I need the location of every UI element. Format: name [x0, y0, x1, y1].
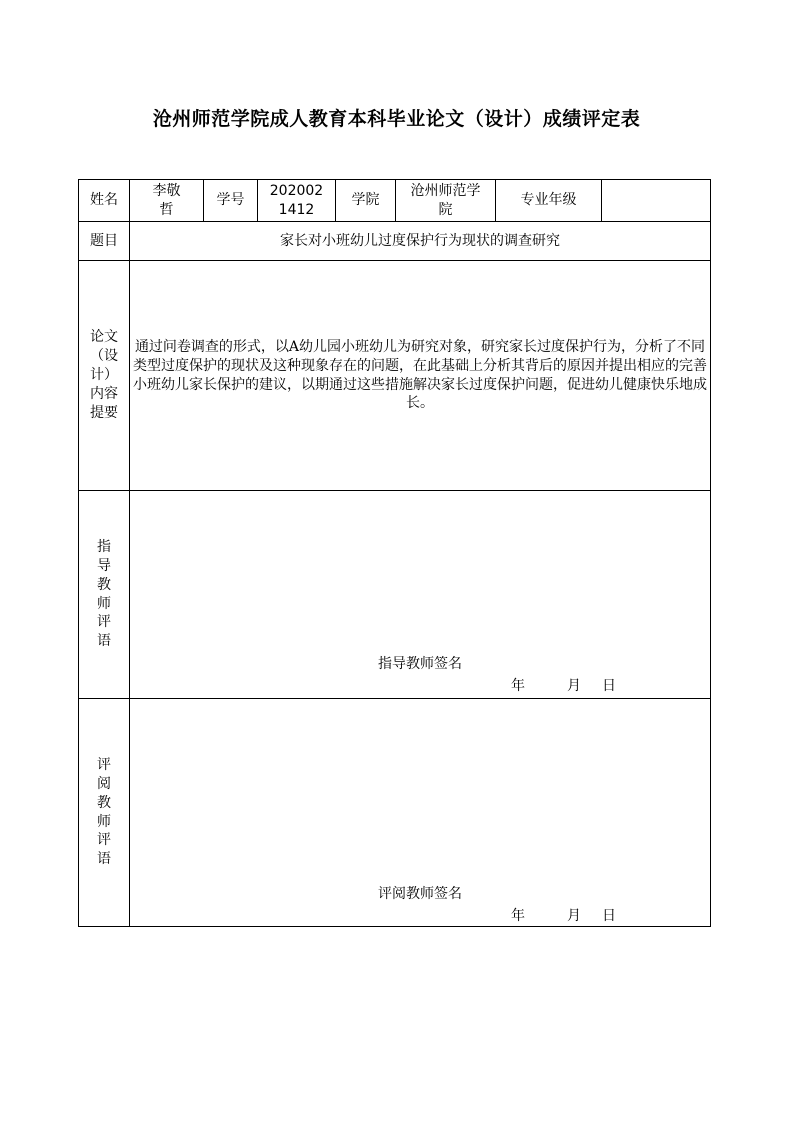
abstract-label-line: 计）	[90, 367, 118, 384]
name-value	[130, 180, 204, 222]
advisor-label-char: 语	[97, 633, 111, 650]
college-label: 学院	[336, 180, 396, 222]
advisor-comment-label	[79, 491, 130, 699]
advisor-label-char: 导	[97, 557, 111, 574]
topic-label: 题目	[79, 222, 130, 261]
abstract-label-line: 内容	[90, 385, 118, 402]
reviewer-label-char: 师	[97, 813, 111, 830]
reviewer-label-char: 语	[97, 851, 111, 868]
topic-row	[79, 222, 711, 261]
reviewer-year-label: 年	[511, 908, 525, 924]
reviewer-label-char: 阅	[97, 775, 111, 792]
abstract-label-line: 提要	[90, 404, 118, 421]
reviewer-day-label: 日	[602, 908, 616, 924]
reviewer-comment-row	[79, 699, 711, 927]
advisor-comment-area[interactable]	[130, 491, 711, 699]
abstract-label-line: （设	[90, 348, 118, 365]
student-id-line1: 202002	[269, 182, 324, 199]
reviewer-label-char: 评	[97, 832, 111, 849]
major-label: 专业年级	[496, 180, 602, 222]
abstract-label	[79, 261, 130, 491]
college-text: 沧州师范学院	[410, 182, 481, 218]
advisor-signature-label: 指导教师签名	[378, 656, 462, 672]
reviewer-date	[490, 907, 616, 926]
info-row	[79, 180, 711, 222]
abstract-label-line: 论文	[90, 329, 118, 346]
student-id-line2: 1412	[278, 201, 315, 218]
advisor-label-char: 指	[97, 538, 111, 555]
reviewer-comment-area[interactable]	[130, 699, 711, 927]
advisor-date	[490, 677, 616, 696]
reviewer-comment-label	[79, 699, 130, 927]
abstract-row	[79, 261, 711, 491]
reviewer-label-char: 评	[97, 756, 111, 773]
advisor-day-label: 日	[602, 678, 616, 694]
student-id-value	[258, 180, 336, 222]
name-label: 姓名	[79, 180, 130, 222]
college-value	[396, 180, 496, 222]
page-title: 沧州师范学院成人教育本科毕业论文（设计）成绩评定表	[152, 108, 641, 130]
major-value[interactable]	[602, 180, 711, 222]
topic-value: 家长对小班幼儿过度保护行为现状的调查研究	[130, 222, 711, 261]
student-id-label: 学号	[204, 180, 258, 222]
advisor-label-char: 师	[97, 595, 111, 612]
advisor-month-label: 月	[567, 678, 581, 694]
advisor-year-label: 年	[511, 678, 525, 694]
abstract-text: 通过问卷调查的形式，以A幼儿园小班幼儿为研究对象，研究家长过度保护行为，分析了不同类型过度保护的现状及这种现象存在的问题，在此基础上分析其背后的原因并提出相应的完善小班幼儿家长保护的建议，以期通过这些措施解决家长过度保护问题，促进幼儿健康快乐地成长。	[130, 261, 711, 491]
name-text: 李敬哲	[152, 182, 181, 218]
reviewer-month-label: 月	[567, 908, 581, 924]
grade-form-table	[78, 179, 711, 927]
advisor-label-char: 教	[97, 576, 111, 593]
advisor-label-char: 评	[97, 614, 111, 631]
reviewer-signature-label: 评阅教师签名	[378, 886, 462, 902]
advisor-comment-row	[79, 491, 711, 699]
reviewer-label-char: 教	[97, 794, 111, 811]
